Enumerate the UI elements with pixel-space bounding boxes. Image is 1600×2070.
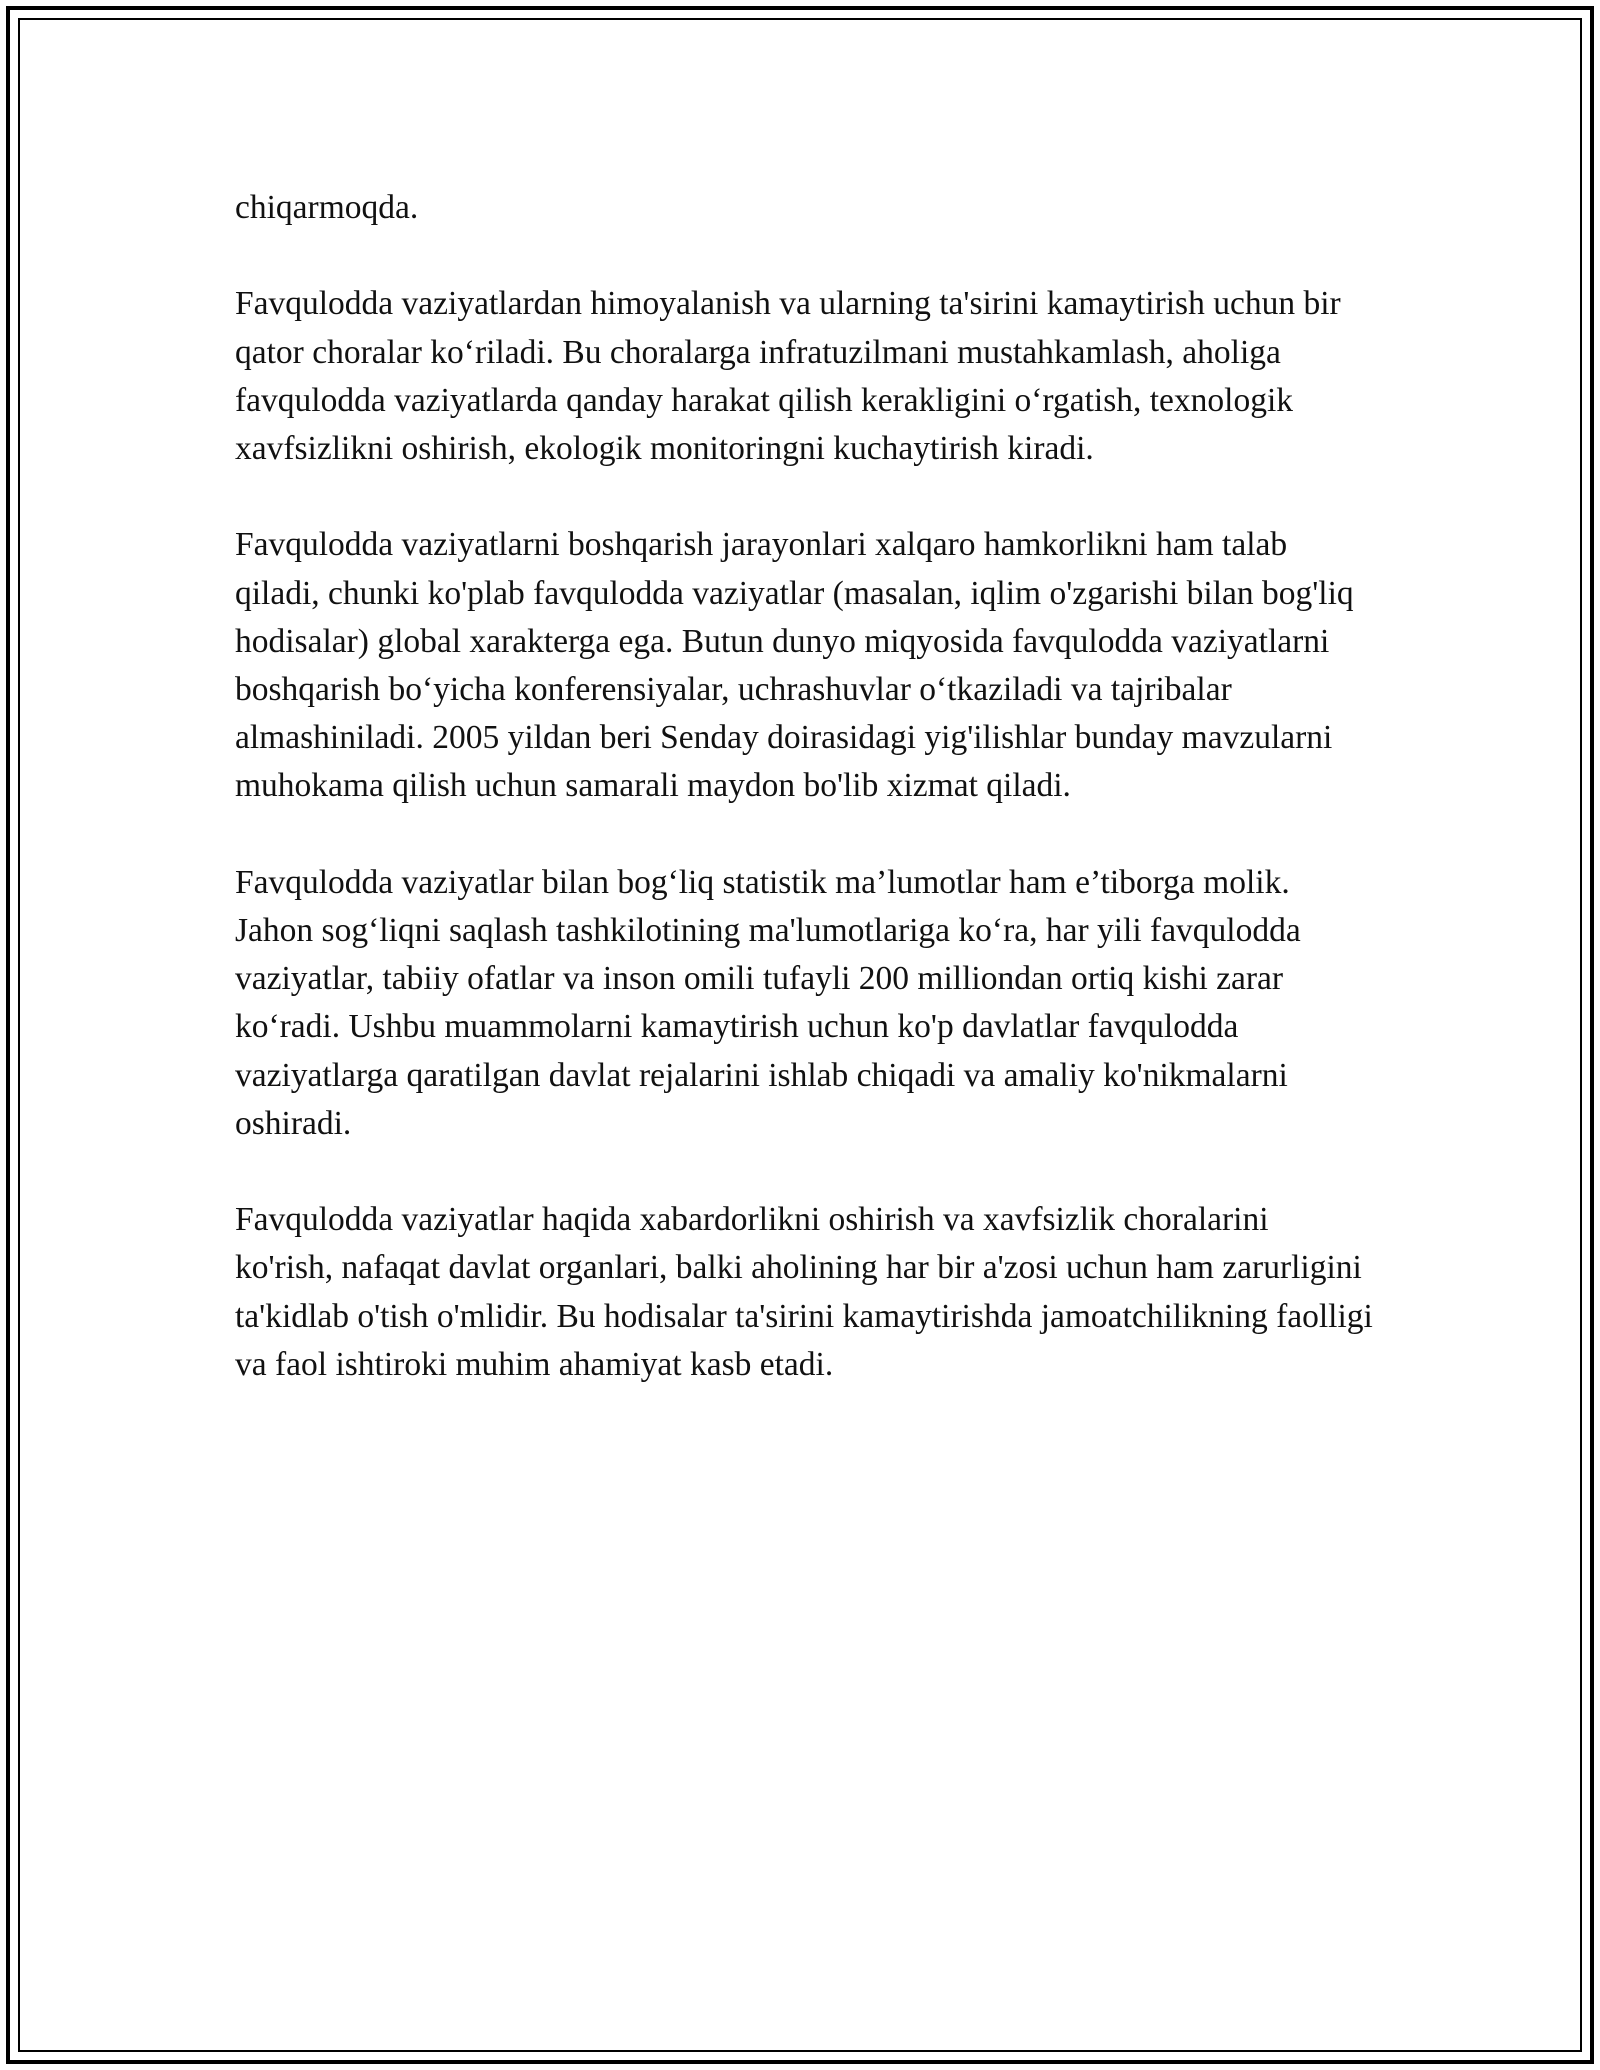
paragraph-continuation: chiqarmoqda. [235, 189, 419, 226]
paragraph-statistics: Favqulodda vaziyatlar bilan bog‘liq statistik ma’lumotlar ham e’tiborga molik. Jahon sog‘liqni saqlash tashkilotining ma'lumotlariga ko‘ra, har yili favqulodda vaziyatlar, tabiiy ofatlar va inson omili tufayli 200 milliondan ortiq kishi zarar ko‘radi. Ushbu muammolarni kamaytirish uchun ko'p davlatlar favqulodda vaziyatlarga qaratilgan davlat rejalarini ishlab chiqadi va amaliy ko'nikmalarni oshiradi. [235, 863, 1301, 1142]
paragraph-international-cooperation: Favqulodda vaziyatlarni boshqarish jarayonlari xalqaro hamkorlikni ham talab qiladi, chunki ko'plab favqulodda vaziyatlar (masalan, iqlim o'zgarishi bilan bog'liq hodisalar) global xarakterga ega. Butun dunyo miqyosida favqulodda vaziyatlarni boshqarish bo‘yicha konferensiyalar, uchrashuvlar o‘tkaziladi va tajribalar almashiniladi. 2005 yildan beri Senday doirasidagi yig'ilishlar bunday mavzularni muhokama qilish uchun samarali maydon bo'lib xizmat qiladi. [235, 526, 1354, 805]
paragraph-awareness: Favqulodda vaziyatlar haqida xabardorlikni oshirish va xavfsizlik choralarini ko'rish, nafaqat davlat organlari, balki aholining har bir a'zosi uchun ham zarurligini ta'kidlab o'tish o'mlidir. Bu hodisalar ta'sirini kamaytirishda jamoatchilikning faolligi va faol ishtiroki muhim ahamiyat kasb etadi. [235, 1201, 1373, 1383]
paragraph-protection-measures: Favqulodda vaziyatlardan himoyalanish va ularning ta'sirini kamaytirish uchun bir qator choralar ko‘riladi. Bu choralarga infratuzilmani mustahkamlash, aholiga favqulodda vaziyatlarda qanday harakat qilish kerakligini o‘rgatish, texnologik xavfsizlikni oshirish, ekologik monitoringni kuchaytirish kiradi. [235, 285, 1341, 467]
document-body [235, 184, 1375, 1437]
